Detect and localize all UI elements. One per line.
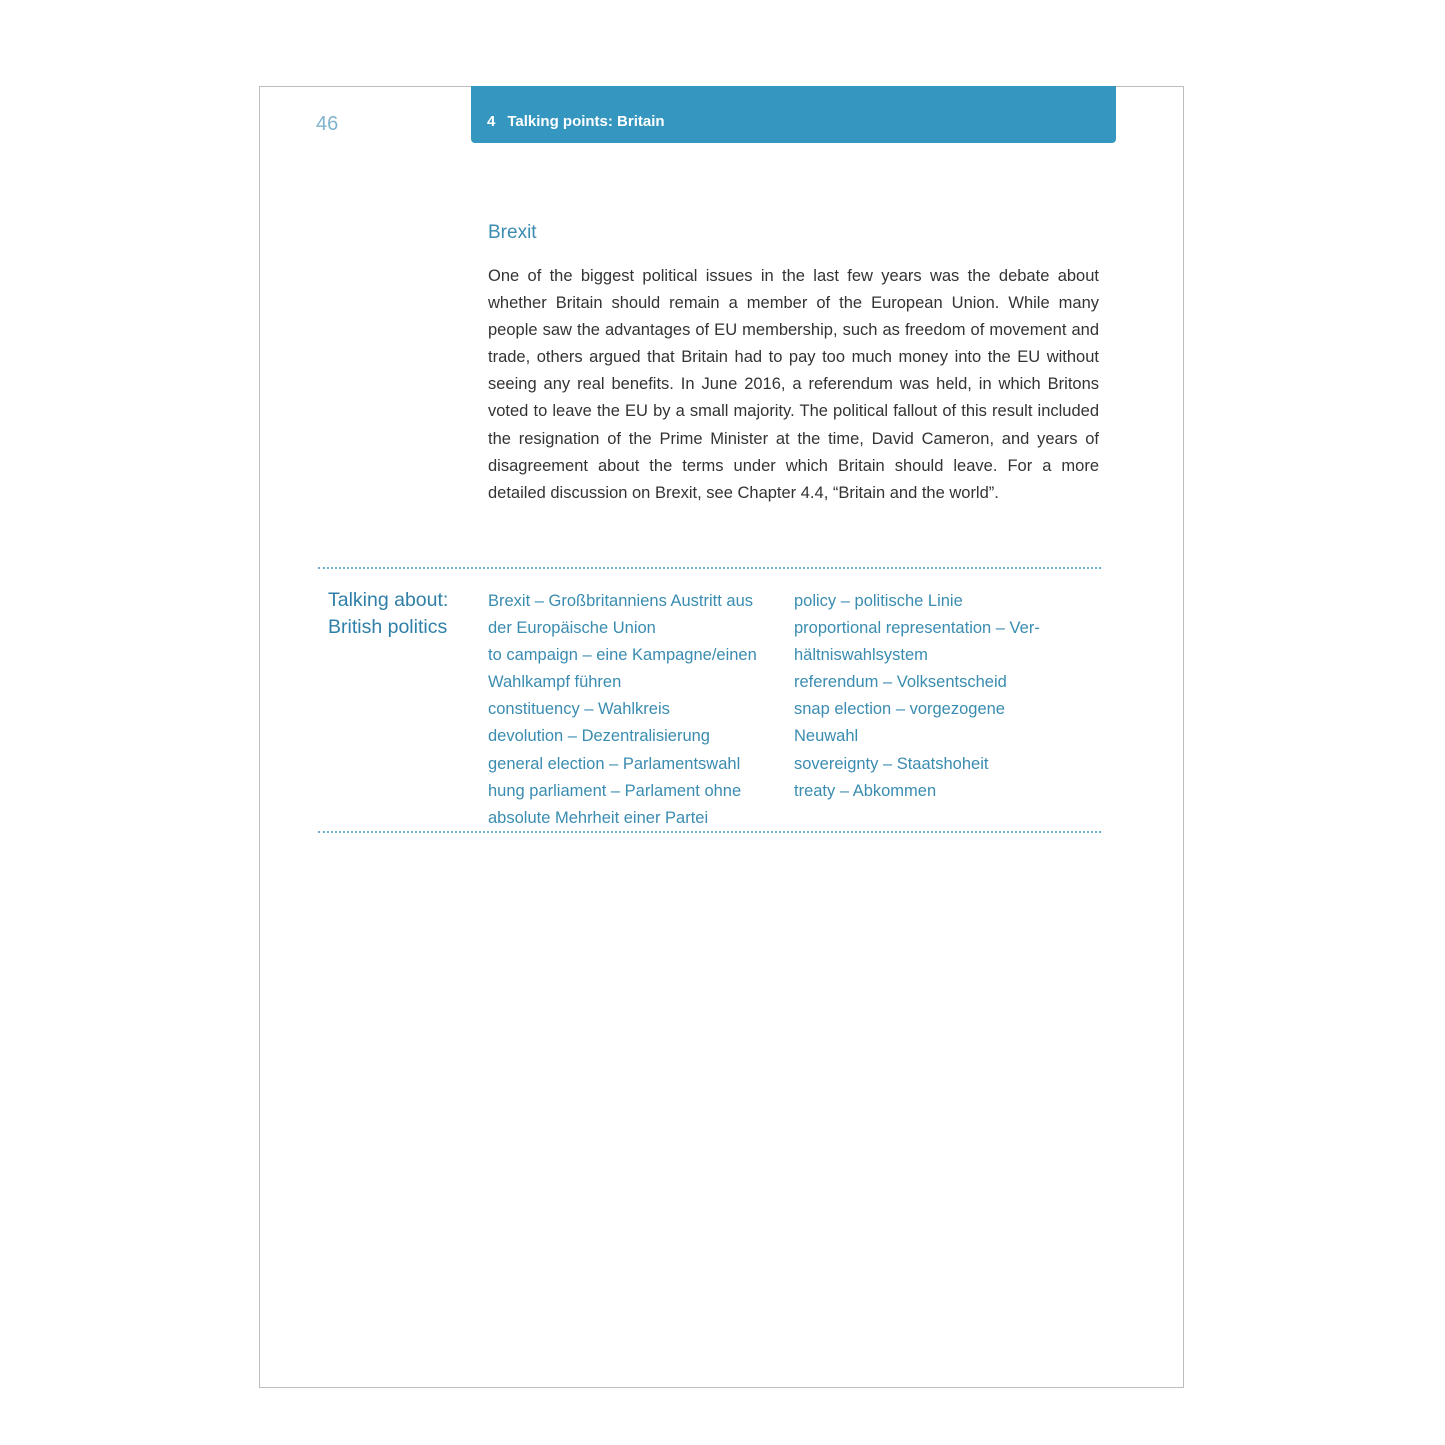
vocabulary-entry-line: general election – Parlamentswahl	[488, 754, 741, 773]
vocabulary-column-1	[488, 588, 788, 832]
vocabulary-entry-line: snap election – vorgezogene	[794, 700, 1005, 719]
vocabulary-entry	[794, 588, 1094, 615]
vocabulary-entry-line: Wahlkampf führen	[488, 673, 622, 692]
dotted-divider-bottom	[318, 831, 1101, 833]
page-number: 46	[316, 113, 339, 135]
vocabulary-title-line1: Talking about:	[328, 589, 449, 611]
vocabulary-entry	[488, 751, 788, 778]
vocabulary-column-2	[794, 588, 1094, 805]
vocabulary-entry-line: constituency – Wahlkreis	[488, 700, 670, 719]
vocabulary-entry-line: to campaign – eine Kampagne/einen	[488, 646, 757, 665]
vocabulary-entry-line: Brexit – Großbritanniens Austritt aus	[488, 592, 754, 610]
section-heading: Brexit	[488, 222, 537, 243]
vocabulary-box-title	[328, 587, 448, 641]
vocabulary-entry	[488, 723, 788, 750]
vocabulary-entry-line: absolute Mehrheit einer Partei	[488, 808, 709, 827]
chapter-number: 4	[487, 113, 496, 130]
vocabulary-entry	[794, 696, 1094, 750]
chapter-header-bar	[471, 86, 1116, 143]
vocabulary-entry-line: devolution – Dezentralisierung	[488, 727, 710, 746]
dotted-divider-top	[318, 567, 1101, 569]
vocabulary-entry-line: hältniswahlsystem	[794, 646, 928, 665]
vocabulary-title-line2: British politics	[328, 616, 448, 638]
vocabulary-entry	[488, 778, 788, 832]
vocabulary-entry	[488, 642, 788, 696]
vocabulary-entry-line: sovereignty – Staatshoheit	[794, 754, 989, 773]
vocabulary-entry	[794, 669, 1094, 696]
vocabulary-entry-line: policy – politische Linie	[794, 592, 963, 610]
vocabulary-entry-line: hung parliament – Parlament ohne	[488, 781, 742, 800]
vocabulary-entry-line: referendum – Volksentscheid	[794, 673, 1007, 692]
chapter-title: Talking points: Britain	[507, 113, 665, 130]
vocabulary-entry	[794, 778, 1094, 805]
vocabulary-entry	[488, 696, 788, 723]
vocabulary-entry-line: proportional representation – Ver-	[794, 619, 1040, 638]
vocabulary-entry	[794, 615, 1094, 669]
section-body-text: One of the biggest political issues in the last few years was the debate about whether Britain should remain a member of the European Union. While many people saw the advantages of EU membership, such as freedom of movement and trade, others argued that Britain had to pay too much money into the EU without seeing any real benefits. In June 2016, a referendum was held, in which Britons voted to leave the EU by a small majority. The political fallout of this result included the resignation of the Prime Minister at the time, David Cameron, and years of disagreement about the terms under which Britain should leave. For a more detailed discussion on Brexit, see Chapter 4.4, “Britain and the world”.	[488, 267, 1099, 502]
vocabulary-entry	[488, 588, 788, 642]
vocabulary-entry-line: der Europäische Union	[488, 619, 656, 638]
vocabulary-entry	[794, 751, 1094, 778]
vocabulary-entry-line: treaty – Abkommen	[794, 781, 937, 800]
vocabulary-entry-line: Neuwahl	[794, 727, 859, 746]
